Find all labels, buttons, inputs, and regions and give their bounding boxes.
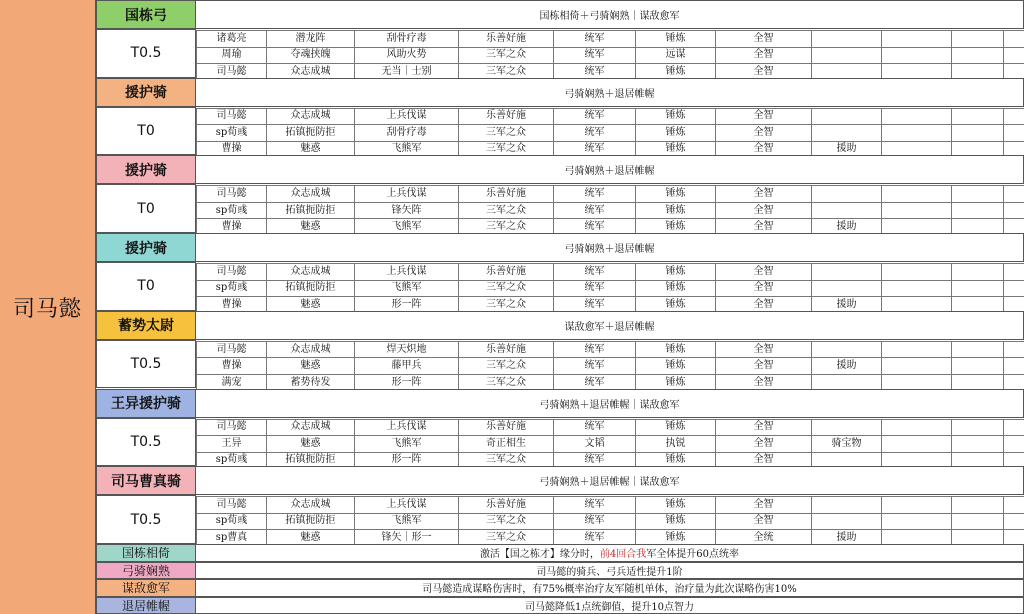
section-description: 谋敌愈军＋退居帷幄	[196, 311, 1024, 340]
table-row	[197, 186, 1024, 203]
table-cell: 拓镇扼防拒	[267, 452, 355, 469]
table-cell	[1004, 419, 1024, 436]
table-cell: 满宠	[197, 374, 267, 391]
table-cell: 全智	[716, 436, 812, 453]
table-cell	[952, 186, 1004, 203]
table-cell: 锤炼	[636, 125, 716, 142]
table-cell: 锤炼	[636, 108, 716, 125]
table-cell: 统军	[554, 419, 636, 436]
table-cell	[1004, 47, 1024, 64]
table-cell: 统军	[554, 264, 636, 281]
table-cell: 曹操	[197, 358, 267, 375]
table-cell: 三军之众	[459, 141, 554, 158]
table-cell	[952, 419, 1004, 436]
table-row	[197, 264, 1024, 281]
table-cell: 统军	[554, 141, 636, 158]
table-cell: 形一阵	[355, 452, 459, 469]
table-cell: 骑宝物	[812, 436, 882, 453]
table-cell: 锤炼	[636, 419, 716, 436]
table-cell: 全智	[716, 280, 812, 297]
table-cell: 众志成城	[267, 186, 355, 203]
table-row	[197, 358, 1024, 375]
section-description: 弓骑娴熟＋退居帷幄	[196, 233, 1024, 262]
table-cell: 众志成城	[267, 497, 355, 514]
tier-badge: T0.5	[96, 495, 196, 544]
table-cell: 无当｜士别	[355, 64, 459, 81]
table-cell: 全智	[716, 419, 812, 436]
table-cell	[812, 280, 882, 297]
table-cell: 众志成城	[267, 64, 355, 81]
table-cell: 焊天炽地	[355, 341, 459, 358]
section-description: 国栋相倚＋弓骑娴熟｜谋敌愈军	[196, 0, 1024, 29]
table-row	[197, 202, 1024, 219]
table-cell: 魅惑	[267, 297, 355, 314]
table-cell: 藤甲兵	[355, 358, 459, 375]
table-cell: 拓镇扼防拒	[267, 125, 355, 142]
trait-description	[196, 544, 1024, 562]
table-cell: 全智	[716, 64, 812, 81]
table-cell: 众志成城	[267, 341, 355, 358]
table-cell: 统军	[554, 186, 636, 203]
lineup-table	[196, 108, 1024, 159]
lineup-table	[196, 185, 1024, 236]
table-row	[197, 108, 1024, 125]
table-cell	[882, 47, 952, 64]
table-cell: 司马懿	[197, 497, 267, 514]
tier-badge: T0	[96, 107, 196, 156]
table-cell: 援助	[812, 219, 882, 236]
table-cell: 三军之众	[459, 280, 554, 297]
table-cell: 全智	[716, 186, 812, 203]
table-cell	[882, 280, 952, 297]
table-cell: 三军之众	[459, 297, 554, 314]
tier-badge: T0.5	[96, 340, 196, 389]
table-cell: 锤炼	[636, 280, 716, 297]
table-cell: 统军	[554, 452, 636, 469]
table-cell: 乐善好施	[459, 108, 554, 125]
tier-badge: T0	[96, 184, 196, 233]
trait-description	[196, 579, 1024, 597]
table-cell: 锤炼	[636, 64, 716, 81]
trait-label: 谋敌愈军	[96, 579, 196, 597]
table-cell: 上兵伐谋	[355, 264, 459, 281]
table-cell	[882, 125, 952, 142]
table-cell: 飞熊军	[355, 436, 459, 453]
table-cell	[1004, 513, 1024, 530]
table-cell: sp荀彧	[197, 125, 267, 142]
table-cell: 乐善好施	[459, 31, 554, 48]
table-cell: 全智	[716, 341, 812, 358]
table-cell	[812, 513, 882, 530]
table-cell: 全智	[716, 108, 812, 125]
table-cell: 三军之众	[459, 513, 554, 530]
table-cell: sp荀彧	[197, 280, 267, 297]
table-row	[197, 341, 1024, 358]
trait-text: 司马懿造成谋略伤害时，有75%概率治疗友军随机单体，治疗量为此次谋略伤害10%	[422, 584, 797, 596]
table-cell	[1004, 202, 1024, 219]
tier-badge: T0.5	[96, 29, 196, 78]
table-cell	[952, 358, 1004, 375]
table-cell: 锤炼	[636, 297, 716, 314]
table-cell: 魅惑	[267, 141, 355, 158]
section-description: 弓骑娴熟＋退居帷幄｜谋敌愈军	[196, 466, 1024, 495]
table-cell: 锤炼	[636, 530, 716, 547]
table-cell: 锋矢｜形一	[355, 530, 459, 547]
table-cell	[882, 341, 952, 358]
lineup-table	[196, 496, 1024, 547]
lineup-table	[196, 341, 1024, 392]
table-cell: 风助火势	[355, 47, 459, 64]
table-cell: 全智	[716, 31, 812, 48]
table-cell: 乐善好施	[459, 264, 554, 281]
table-cell	[882, 513, 952, 530]
section-label: 蓄势太尉	[96, 311, 196, 340]
table-cell	[1004, 436, 1024, 453]
table-cell: 王异	[197, 436, 267, 453]
table-cell: 统军	[554, 497, 636, 514]
table-cell: 三军之众	[459, 202, 554, 219]
table-cell	[1004, 31, 1024, 48]
trait-description	[196, 562, 1024, 580]
table-cell	[812, 125, 882, 142]
trait-label: 弓骑娴熟	[96, 562, 196, 580]
trait-label: 退居帷幄	[96, 597, 196, 614]
table-cell: 统军	[554, 513, 636, 530]
table-cell: 全统	[716, 530, 812, 547]
table-cell: 三军之众	[459, 358, 554, 375]
section-label: 司马曹真骑	[96, 466, 196, 495]
table-cell: 统军	[554, 219, 636, 236]
table-cell: 形一阵	[355, 297, 459, 314]
table-row	[197, 436, 1024, 453]
table-cell	[952, 125, 1004, 142]
table-cell: 魅惑	[267, 436, 355, 453]
table-cell	[952, 513, 1004, 530]
table-cell: 三军之众	[459, 125, 554, 142]
table-cell: 统军	[554, 31, 636, 48]
table-cell	[952, 108, 1004, 125]
table-cell: 全智	[716, 264, 812, 281]
table-cell: 拓镇扼防拒	[267, 513, 355, 530]
table-cell: 统军	[554, 202, 636, 219]
table-cell	[812, 47, 882, 64]
table-cell: 司马懿	[197, 341, 267, 358]
section-description: 弓骑娴熟＋退居帷幄	[196, 78, 1024, 107]
table-cell: 拓镇扼防拒	[267, 280, 355, 297]
table-cell: 全智	[716, 141, 812, 158]
trait-text-tail: 军全体提升60点统率	[646, 549, 740, 561]
table-cell: 众志成城	[267, 264, 355, 281]
table-cell: 拓镇扼防拒	[267, 202, 355, 219]
table-cell: 形一阵	[355, 374, 459, 391]
table-cell: 统军	[554, 358, 636, 375]
table-cell	[1004, 497, 1024, 514]
table-cell: 全智	[716, 374, 812, 391]
table-cell	[812, 497, 882, 514]
table-cell: 援助	[812, 358, 882, 375]
table-cell: 三军之众	[459, 452, 554, 469]
table-cell: 援助	[812, 530, 882, 547]
table-cell: 统军	[554, 297, 636, 314]
lineup-table	[196, 419, 1024, 470]
table-cell: 统军	[554, 374, 636, 391]
table-cell: 统军	[554, 341, 636, 358]
table-cell: 飞熊军	[355, 280, 459, 297]
table-cell	[1004, 108, 1024, 125]
table-cell: 锤炼	[636, 202, 716, 219]
table-cell: sp荀彧	[197, 513, 267, 530]
table-cell: 三军之众	[459, 64, 554, 81]
table-cell: 锤炼	[636, 219, 716, 236]
table-cell: 司马懿	[197, 108, 267, 125]
table-cell	[952, 202, 1004, 219]
table-row	[197, 125, 1024, 142]
table-cell: 曹操	[197, 141, 267, 158]
table-cell: 锤炼	[636, 497, 716, 514]
table-cell: 三军之众	[459, 219, 554, 236]
table-cell: 锤炼	[636, 358, 716, 375]
table-cell: 众志成城	[267, 108, 355, 125]
table-cell	[952, 47, 1004, 64]
table-cell: 锤炼	[636, 264, 716, 281]
table-cell: 三军之众	[459, 374, 554, 391]
table-cell: 全智	[716, 452, 812, 469]
table-cell: 全智	[716, 497, 812, 514]
trait-highlight: 前4回合我	[599, 549, 647, 561]
table-row	[197, 513, 1024, 530]
table-cell: 乐善好施	[459, 419, 554, 436]
table-cell: 潜龙阵	[267, 31, 355, 48]
table-cell	[1004, 358, 1024, 375]
table-cell: 统军	[554, 280, 636, 297]
table-cell	[882, 202, 952, 219]
table-cell: 全智	[716, 125, 812, 142]
table-cell: 统军	[554, 530, 636, 547]
table-cell	[952, 280, 1004, 297]
table-cell: 全智	[716, 358, 812, 375]
table-cell: 诸葛亮	[197, 31, 267, 48]
table-cell: 众志成城	[267, 419, 355, 436]
hero-name-cell	[0, 0, 96, 614]
table-cell: 锤炼	[636, 374, 716, 391]
table-cell: 统军	[554, 125, 636, 142]
table-cell: 飞熊军	[355, 141, 459, 158]
table-cell: 统军	[554, 47, 636, 64]
table-cell: 曹操	[197, 297, 267, 314]
table-cell: 锤炼	[636, 341, 716, 358]
table-cell: 司马懿	[197, 186, 267, 203]
table-cell: 魅惑	[267, 530, 355, 547]
trait-text: 激活【国之栋才】缘分时，	[479, 549, 600, 561]
tier-badge: T0.5	[96, 418, 196, 467]
table-cell	[812, 108, 882, 125]
table-row	[197, 497, 1024, 514]
trait-text: 司马懿的骑兵、弓兵适性提升1阶	[536, 566, 683, 578]
table-cell: 乐善好施	[459, 341, 554, 358]
table-cell: sp荀彧	[197, 202, 267, 219]
table-cell: 全智	[716, 219, 812, 236]
table-cell: 远谋	[636, 47, 716, 64]
table-cell: 司马懿	[197, 264, 267, 281]
table-cell: 上兵伐谋	[355, 108, 459, 125]
table-cell: 奇正相生	[459, 436, 554, 453]
table-cell	[812, 31, 882, 48]
table-cell: 文韬	[554, 436, 636, 453]
table-row	[197, 419, 1024, 436]
trait-text: 司马懿降低1点统御值，提升10点智力	[524, 601, 695, 613]
table-cell: 援助	[812, 297, 882, 314]
table-cell: 全智	[716, 47, 812, 64]
table-cell: 三军之众	[459, 47, 554, 64]
table-cell: 援助	[812, 141, 882, 158]
table-cell: 三军之众	[459, 530, 554, 547]
table-cell	[882, 108, 952, 125]
table-cell: 锤炼	[636, 513, 716, 530]
table-cell: 上兵伐谋	[355, 186, 459, 203]
table-cell: 乐善好施	[459, 497, 554, 514]
table-cell	[952, 264, 1004, 281]
table-cell	[952, 497, 1004, 514]
table-row	[197, 31, 1024, 48]
table-cell: 夺魂挟魄	[267, 47, 355, 64]
table-cell: 上兵伐谋	[355, 497, 459, 514]
table-cell	[1004, 341, 1024, 358]
lineup-table	[196, 263, 1024, 314]
table-row	[197, 280, 1024, 297]
table-cell: 司马懿	[197, 64, 267, 81]
table-cell: 全智	[716, 202, 812, 219]
table-cell	[812, 186, 882, 203]
table-cell: 飞熊军	[355, 513, 459, 530]
trait-description	[196, 597, 1024, 614]
hero-name: 司马懿	[12, 296, 82, 322]
table-cell: 飞熊军	[355, 219, 459, 236]
table-cell	[882, 419, 952, 436]
table-cell	[952, 341, 1004, 358]
table-cell	[1004, 186, 1024, 203]
table-cell: 统军	[554, 108, 636, 125]
section-description: 弓骑娴熟＋退居帷幄｜谋敌愈军	[196, 389, 1024, 418]
table-cell: 曹操	[197, 219, 267, 236]
section-label: 国栋弓	[96, 0, 196, 29]
table-cell	[812, 264, 882, 281]
table-cell	[882, 186, 952, 203]
table-cell	[882, 436, 952, 453]
table-cell: 锤炼	[636, 186, 716, 203]
table-cell: sp曹真	[197, 530, 267, 547]
table-cell: 上兵伐谋	[355, 419, 459, 436]
table-cell: sp荀彧	[197, 452, 267, 469]
table-cell: 魅惑	[267, 219, 355, 236]
table-cell: 锤炼	[636, 452, 716, 469]
table-cell: 魅惑	[267, 358, 355, 375]
trait-label: 国栋相倚	[96, 544, 196, 562]
table-cell: 锤炼	[636, 31, 716, 48]
section-label: 王异援护骑	[96, 389, 196, 418]
table-cell: 全智	[716, 297, 812, 314]
table-cell	[812, 341, 882, 358]
section-label: 援护骑	[96, 155, 196, 184]
table-cell: 执锐	[636, 436, 716, 453]
table-cell: 周瑜	[197, 47, 267, 64]
table-cell	[812, 419, 882, 436]
table-cell	[812, 202, 882, 219]
table-row	[197, 47, 1024, 64]
table-cell	[952, 436, 1004, 453]
table-cell: 司马懿	[197, 419, 267, 436]
table-cell	[882, 358, 952, 375]
table-cell: 蓄势待发	[267, 374, 355, 391]
section-description: 弓骑娴熟＋退居帷幄	[196, 155, 1024, 184]
lineup-table	[196, 30, 1024, 81]
table-cell: 统军	[554, 64, 636, 81]
table-cell	[1004, 280, 1024, 297]
table-cell	[1004, 264, 1024, 281]
table-cell: 锋矢阵	[355, 202, 459, 219]
table-cell	[1004, 125, 1024, 142]
table-cell: 刮骨疗毒	[355, 31, 459, 48]
table-cell	[882, 31, 952, 48]
table-cell	[882, 264, 952, 281]
table-cell: 全智	[716, 513, 812, 530]
tier-badge: T0	[96, 262, 196, 311]
table-cell: 刮骨疗毒	[355, 125, 459, 142]
table-cell: 锤炼	[636, 141, 716, 158]
table-cell	[952, 31, 1004, 48]
section-label: 援护骑	[96, 78, 196, 107]
table-cell: 乐善好施	[459, 186, 554, 203]
section-label: 援护骑	[96, 233, 196, 262]
table-cell	[882, 497, 952, 514]
